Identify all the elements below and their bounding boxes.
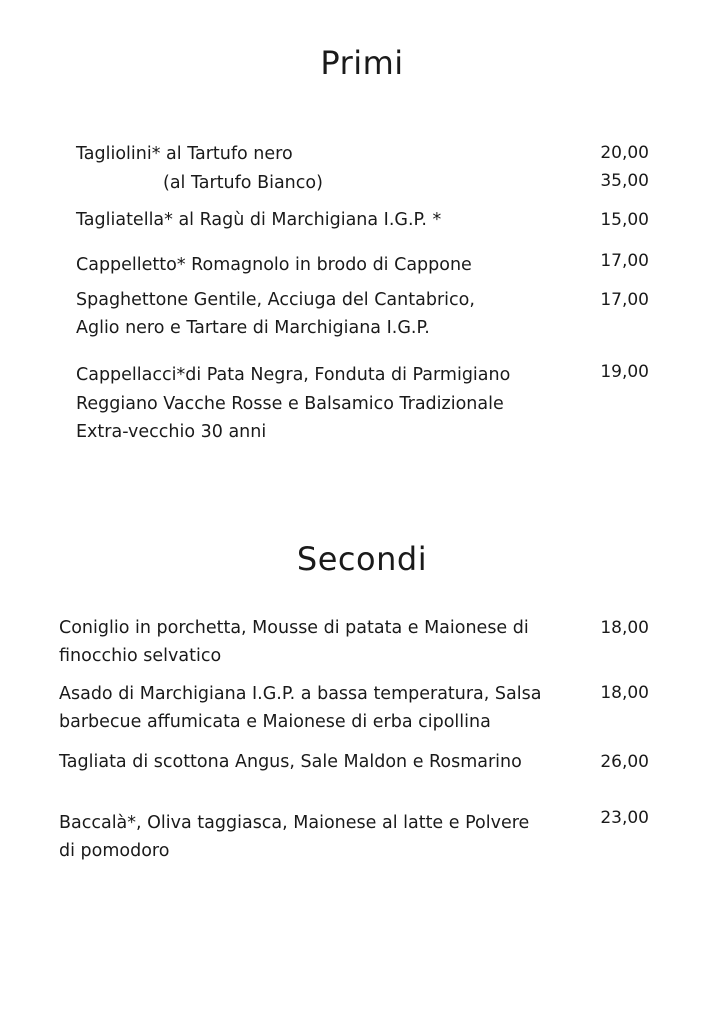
primi-item-tartufo-bianco: (al Tartufo Bianco) [163,173,323,193]
secondi-item-asado: Asado di Marchigiana I.G.P. a bassa temperatura, Salsa barbecue affumicata e Maionese di erba cipollina [59,684,542,732]
primi-price-tartufo-bianco: 35,00 [600,171,649,191]
secondi-item-coniglio: Coniglio in porchetta, Mousse di patata e Maionese di finocchio selvatico [59,618,529,666]
secondi-price-baccala: 23,00 [600,808,649,828]
primi-price-tagliolini: 20,00 [600,143,649,163]
secondi-price-tagliata: 26,00 [600,752,649,772]
primi-item-tagliolini: Tagliolini* al Tartufo nero [76,144,293,164]
primi-item-cappelletto: Cappelletto* Romagnolo in brodo di Cappone [76,255,472,275]
primi-price-cappelletto: 17,00 [600,251,649,271]
secondi-section-title: Secondi [296,540,428,578]
primi-price-spaghettone: 17,00 [600,290,649,310]
primi-price-tagliatella: 15,00 [600,210,649,230]
primi-item-cappellacci: Cappellacci*di Pata Negra, Fonduta di Parmigiano Reggiano Vacche Rosse e Balsamico Tradizionale Extra-vecchio 30 anni [76,365,511,442]
secondi-item-baccala: Baccalà*, Oliva taggiasca, Maionese al latte e Polvere di pomodoro [59,813,530,861]
primi-section-title: Primi [320,44,404,82]
primi-item-tagliatella: Tagliatella* al Ragù di Marchigiana I.G.P. * [76,210,442,230]
primi-price-cappellacci: 19,00 [600,362,649,382]
secondi-item-tagliata: Tagliata di scottona Angus, Sale Maldon e Rosmarino [59,752,522,772]
secondi-price-coniglio: 18,00 [600,618,649,638]
primi-item-spaghettone: Spaghettone Gentile, Acciuga del Cantabrico, Aglio nero e Tartare di Marchigiana I.G.P. [76,290,475,338]
secondi-price-asado: 18,00 [600,683,649,703]
